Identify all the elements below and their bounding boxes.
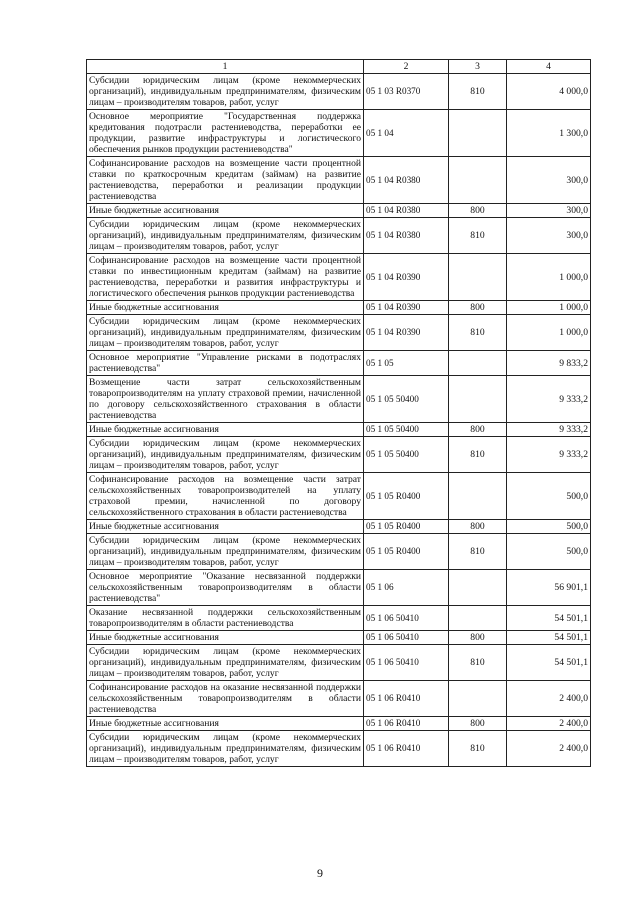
table-row <box>87 681 591 717</box>
table-row <box>87 254 591 301</box>
row-code: 05 1 04 R0390 <box>364 315 449 351</box>
row-name: Софинансирование расходов на оказание несвязанной поддержки сельскохозяйственным товаропроизводителям в области растениеводства <box>87 681 364 717</box>
table-row <box>87 606 591 631</box>
row-type: 800 <box>449 423 507 437</box>
row-name: Субсидии юридическим лицам (кроме некоммерческих организаций), индивидуальным предпринимателям, физическим лицам – производителям товаров, работ, услуг <box>87 645 364 681</box>
table-row <box>87 473 591 520</box>
row-type: 810 <box>449 315 507 351</box>
table-row <box>87 351 591 376</box>
row-amount: 2 400,0 <box>507 681 591 717</box>
row-type: 810 <box>449 534 507 570</box>
row-name: Иные бюджетные ассигнования <box>87 520 364 534</box>
table-row <box>87 717 591 731</box>
row-name: Возмещение части затрат сельскохозяйственным товаропроизводителям на уплату страховой премии, начисленной по договору сельскохозяйственного страхования в области растениеводства <box>87 376 364 423</box>
row-type: 800 <box>449 520 507 534</box>
row-name: Основное мероприятие "Государственная поддержка кредитования подотрасли растениеводства, переработки ее продукции, развитие инфраструктуры и логистического обеспечения рынков продукции растениеводства" <box>87 110 364 157</box>
row-name: Иные бюджетные ассигнования <box>87 301 364 315</box>
row-code: 05 1 06 R0410 <box>364 731 449 767</box>
row-name: Основное мероприятие "Управление рисками в подотраслях растениеводства" <box>87 351 364 376</box>
row-amount: 1 000,0 <box>507 315 591 351</box>
row-amount: 300,0 <box>507 218 591 254</box>
row-amount: 500,0 <box>507 534 591 570</box>
row-code: 05 1 04 <box>364 110 449 157</box>
row-code: 05 1 06 50410 <box>364 606 449 631</box>
row-name: Иные бюджетные ассигнования <box>87 423 364 437</box>
row-name: Субсидии юридическим лицам (кроме некоммерческих организаций), индивидуальным предпринимателям, физическим лицам – производителям товаров, работ, услуг <box>87 437 364 473</box>
row-code: 05 1 05 R0400 <box>364 473 449 520</box>
row-name: Софинансирование расходов на возмещение части процентной ставки по краткосрочным кредитам (займам) на развитие растениеводства, переработки и реализации продукции растениеводства <box>87 157 364 204</box>
row-type <box>449 473 507 520</box>
row-code: 05 1 04 R0380 <box>364 218 449 254</box>
row-amount: 54 501,1 <box>507 606 591 631</box>
row-code: 05 1 04 R0380 <box>364 157 449 204</box>
row-code: 05 1 04 R0380 <box>364 204 449 218</box>
table-row <box>87 74 591 110</box>
row-amount: 9 333,2 <box>507 376 591 423</box>
row-code: 05 1 05 R0400 <box>364 520 449 534</box>
row-amount: 9 333,2 <box>507 437 591 473</box>
row-type <box>449 157 507 204</box>
row-name: Субсидии юридическим лицам (кроме некоммерческих организаций), индивидуальным предпринимателям, физическим лицам – производителям товаров, работ, услуг <box>87 74 364 110</box>
row-type: 810 <box>449 218 507 254</box>
row-type: 800 <box>449 301 507 315</box>
row-name: Субсидии юридическим лицам (кроме некоммерческих организаций), индивидуальным предпринимателям, физическим лицам – производителям товаров, работ, услуг <box>87 218 364 254</box>
table-row <box>87 204 591 218</box>
row-name: Иные бюджетные ассигнования <box>87 204 364 218</box>
table-header <box>87 60 591 74</box>
row-code: 05 1 06 R0410 <box>364 681 449 717</box>
row-code: 05 1 05 50400 <box>364 437 449 473</box>
row-amount: 2 400,0 <box>507 731 591 767</box>
row-amount: 300,0 <box>507 204 591 218</box>
row-amount: 1 000,0 <box>507 254 591 301</box>
row-amount: 9 333,2 <box>507 423 591 437</box>
table-row <box>87 731 591 767</box>
row-name: Иные бюджетные ассигнования <box>87 631 364 645</box>
header-col-2: 2 <box>364 60 449 74</box>
row-type: 810 <box>449 437 507 473</box>
row-code: 05 1 05 50400 <box>364 423 449 437</box>
table-row <box>87 301 591 315</box>
row-name: Оказание несвязанной поддержки сельскохозяйственным товаропроизводителям в области растениеводства <box>87 606 364 631</box>
table-row <box>87 376 591 423</box>
row-amount: 300,0 <box>507 157 591 204</box>
row-type: 810 <box>449 74 507 110</box>
row-code: 05 1 05 R0400 <box>364 534 449 570</box>
row-code: 05 1 03 R0370 <box>364 74 449 110</box>
row-type: 800 <box>449 717 507 731</box>
row-type <box>449 570 507 606</box>
row-amount: 1 300,0 <box>507 110 591 157</box>
row-type: 810 <box>449 645 507 681</box>
row-amount: 54 501,1 <box>507 631 591 645</box>
row-name: Субсидии юридическим лицам (кроме некоммерческих организаций), индивидуальным предпринимателям, физическим лицам – производителям товаров, работ, услуг <box>87 534 364 570</box>
row-name: Иные бюджетные ассигнования <box>87 717 364 731</box>
table-row <box>87 631 591 645</box>
table-row <box>87 437 591 473</box>
row-code: 05 1 06 R0410 <box>364 717 449 731</box>
row-name: Софинансирование расходов на возмещение части процентной ставки по инвестиционным кредитам (займам) на развитие растениеводства, переработки и развития инфраструктуры и логистического обеспечения рынков продукции растениеводства <box>87 254 364 301</box>
row-amount: 2 400,0 <box>507 717 591 731</box>
row-amount: 500,0 <box>507 473 591 520</box>
table-row <box>87 315 591 351</box>
row-type: 810 <box>449 731 507 767</box>
row-type <box>449 254 507 301</box>
row-type <box>449 606 507 631</box>
row-amount: 9 833,2 <box>507 351 591 376</box>
table-row <box>87 520 591 534</box>
row-name: Субсидии юридическим лицам (кроме некоммерческих организаций), индивидуальным предпринимателям, физическим лицам – производителям товаров, работ, услуг <box>87 731 364 767</box>
header-col-1: 1 <box>87 60 364 74</box>
row-name: Основное мероприятие "Оказание несвязанной поддержки сельскохозяйственным товаропроизводителям в области растениеводства" <box>87 570 364 606</box>
row-type <box>449 376 507 423</box>
table-row <box>87 534 591 570</box>
row-amount: 500,0 <box>507 520 591 534</box>
page-number: 9 <box>317 866 323 880</box>
table-row <box>87 157 591 204</box>
row-type: 800 <box>449 631 507 645</box>
table-row <box>87 645 591 681</box>
row-code: 05 1 05 50400 <box>364 376 449 423</box>
row-type <box>449 110 507 157</box>
row-code: 05 1 06 <box>364 570 449 606</box>
table-row <box>87 423 591 437</box>
row-type: 800 <box>449 204 507 218</box>
row-amount: 56 901,1 <box>507 570 591 606</box>
row-amount: 1 000,0 <box>507 301 591 315</box>
table-row <box>87 570 591 606</box>
table-body <box>87 74 591 767</box>
header-col-3: 3 <box>449 60 507 74</box>
row-code: 05 1 04 R0390 <box>364 301 449 315</box>
row-name: Софинансирование расходов на возмещение части затрат сельскохозяйственных товаропроизводителей на уплату страховой премии, начисленной по договору сельскохозяйственного страхования в области растениеводства <box>87 473 364 520</box>
row-code: 05 1 04 R0390 <box>364 254 449 301</box>
row-amount: 4 000,0 <box>507 74 591 110</box>
row-code: 05 1 05 <box>364 351 449 376</box>
row-type <box>449 351 507 376</box>
row-type <box>449 681 507 717</box>
row-name: Субсидии юридическим лицам (кроме некоммерческих организаций), индивидуальным предпринимателям, физическим лицам – производителям товаров, работ, услуг <box>87 315 364 351</box>
budget-table <box>86 59 591 767</box>
row-code: 05 1 06 50410 <box>364 631 449 645</box>
row-code: 05 1 06 50410 <box>364 645 449 681</box>
table-row <box>87 110 591 157</box>
row-amount: 54 501,1 <box>507 645 591 681</box>
table-row <box>87 218 591 254</box>
header-col-4: 4 <box>507 60 591 74</box>
header-row <box>87 60 591 74</box>
